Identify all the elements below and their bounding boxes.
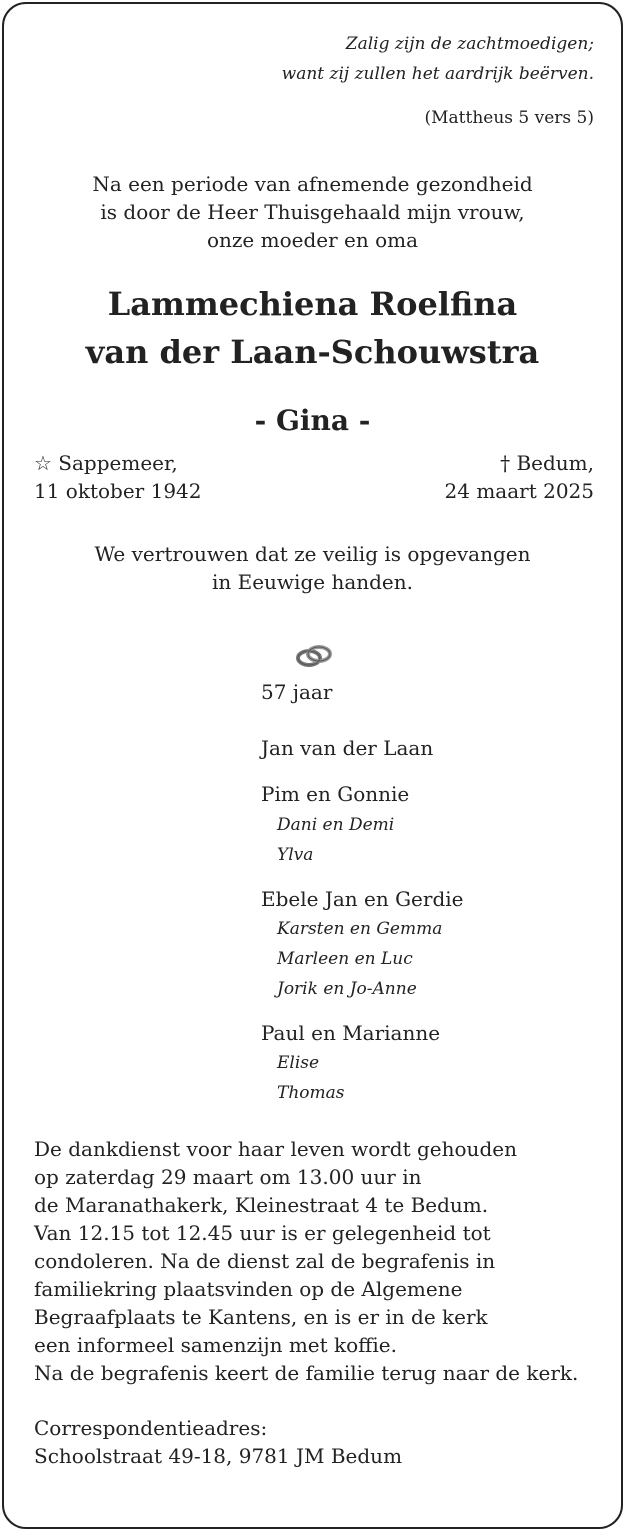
service-line: Van 12.15 tot 12.45 uur is er gelegenheid tot [34, 1221, 491, 1245]
family-child: Dani en Demi [277, 815, 395, 835]
family-parents: Pim en Gonnie [261, 782, 410, 806]
family-parents: Ebele Jan en Gerdie [261, 887, 464, 911]
service-line: op zaterdag 29 maart om 13.00 uur in [34, 1165, 422, 1189]
quote-line-1: Zalig zijn de zachtmoedigen; [345, 34, 594, 54]
birth-date: 11 oktober 1942 [34, 479, 202, 503]
intro-line-3: onze moeder en oma [206, 228, 419, 252]
wedding-rings-icon [294, 642, 334, 670]
service-line: een informeel samenzijn met koffie. [34, 1333, 397, 1357]
family-child: Thomas [277, 1083, 345, 1103]
obituary-card [2, 2, 623, 1529]
trust-line-2: in Eeuwige handen. [211, 570, 414, 594]
intro-line-2: is door de Heer Thuisgehaald mijn vrouw, [100, 200, 525, 224]
intro-line-1: Na een periode van afnemende gezondheid [92, 172, 533, 196]
deceased-name-line-1: Lammechiena Roelfina [107, 285, 518, 323]
family-child: Marleen en Luc [277, 949, 413, 969]
correspondence-label: Correspondentieadres: [34, 1416, 268, 1440]
death-place: † Bedum, [500, 451, 594, 475]
service-line: Na de begrafenis keert de familie terug naar de kerk. [34, 1361, 579, 1385]
service-line: De dankdienst voor haar leven wordt gehouden [34, 1137, 517, 1161]
family-child: Karsten en Gemma [277, 919, 443, 939]
service-line: de Maranathakerk, Kleinestraat 4 te Bedum. [34, 1193, 489, 1217]
correspondence-address: Schoolstraat 49-18, 9781 JM Bedum [34, 1444, 403, 1468]
family-parents: Paul en Marianne [261, 1021, 441, 1045]
family-child: Jorik en Jo-Anne [277, 979, 417, 999]
service-line: familiekring plaatsvinden op de Algemene [34, 1277, 463, 1301]
quote-line-2: want zij zullen het aardrijk beërven. [281, 64, 594, 84]
spouse-name: Jan van der Laan [261, 736, 434, 760]
deceased-name-line-2: van der Laan-Schouwstra [85, 333, 540, 371]
deceased-nickname: - Gina - [254, 404, 371, 437]
marriage-years: 57 jaar [261, 680, 333, 704]
trust-line-1: We vertrouwen dat ze veilig is opgevangen [94, 542, 531, 566]
family-child: Elise [277, 1053, 320, 1073]
family-child: Ylva [277, 845, 314, 865]
quote-reference: (Mattheus 5 vers 5) [424, 108, 594, 128]
service-line: Begraafplaats te Kantens, en is er in de kerk [34, 1305, 488, 1329]
service-line: condoleren. Na de dienst zal de begrafenis in [34, 1249, 496, 1273]
birth-place: ☆ Sappemeer, [34, 451, 178, 475]
death-date: 24 maart 2025 [444, 479, 594, 503]
